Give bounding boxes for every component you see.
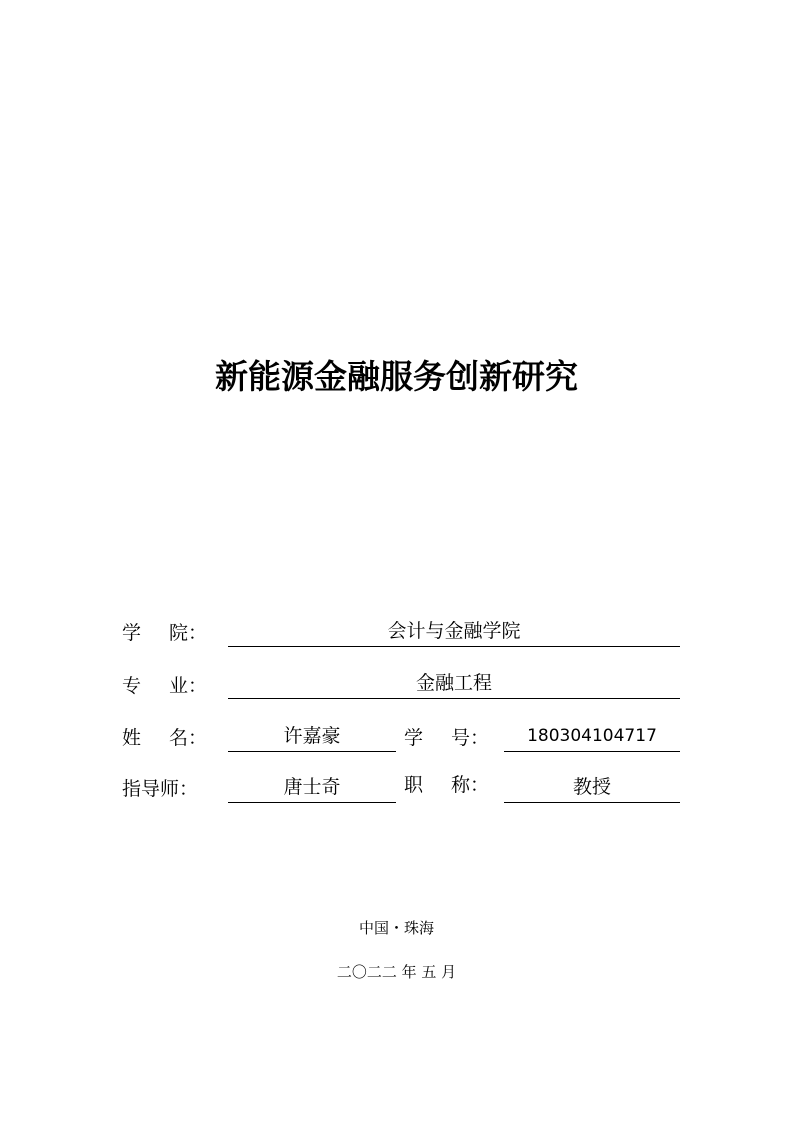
college-label-char-1: 学: [122, 622, 142, 644]
college-value: 会计与金融学院: [228, 618, 680, 647]
major-value: 金融工程: [228, 670, 680, 699]
date-line: 二〇二二 年 五 月: [336, 963, 457, 981]
place-line: 中国・珠海: [358, 919, 434, 937]
college-label: [122, 620, 207, 646]
advisor-label: 指导师：: [122, 778, 199, 800]
college-label-char-2: 院：: [169, 622, 208, 644]
name-label-char-1: 姓: [122, 727, 142, 749]
name-value: 许嘉豪: [228, 723, 396, 752]
name-label: [122, 725, 207, 751]
rank-label-char-1: 职: [404, 774, 424, 796]
rank-value: 教授: [504, 774, 680, 803]
thesis-title: 新能源金融服务创新研究: [215, 357, 578, 396]
advisor-value: 唐士奇: [228, 774, 396, 803]
rank-label: [404, 772, 489, 798]
student-id-value: 180304104717: [504, 723, 680, 752]
student-id-label: [404, 725, 489, 751]
major-label-char-2: 业：: [169, 675, 208, 697]
major-label: [122, 673, 207, 699]
major-label-char-1: 专: [122, 675, 142, 697]
student-id-label-char-2: 号：: [451, 727, 490, 749]
rank-label-char-2: 称：: [451, 774, 490, 796]
name-label-char-2: 名：: [169, 727, 208, 749]
student-id-label-char-1: 学: [404, 727, 424, 749]
